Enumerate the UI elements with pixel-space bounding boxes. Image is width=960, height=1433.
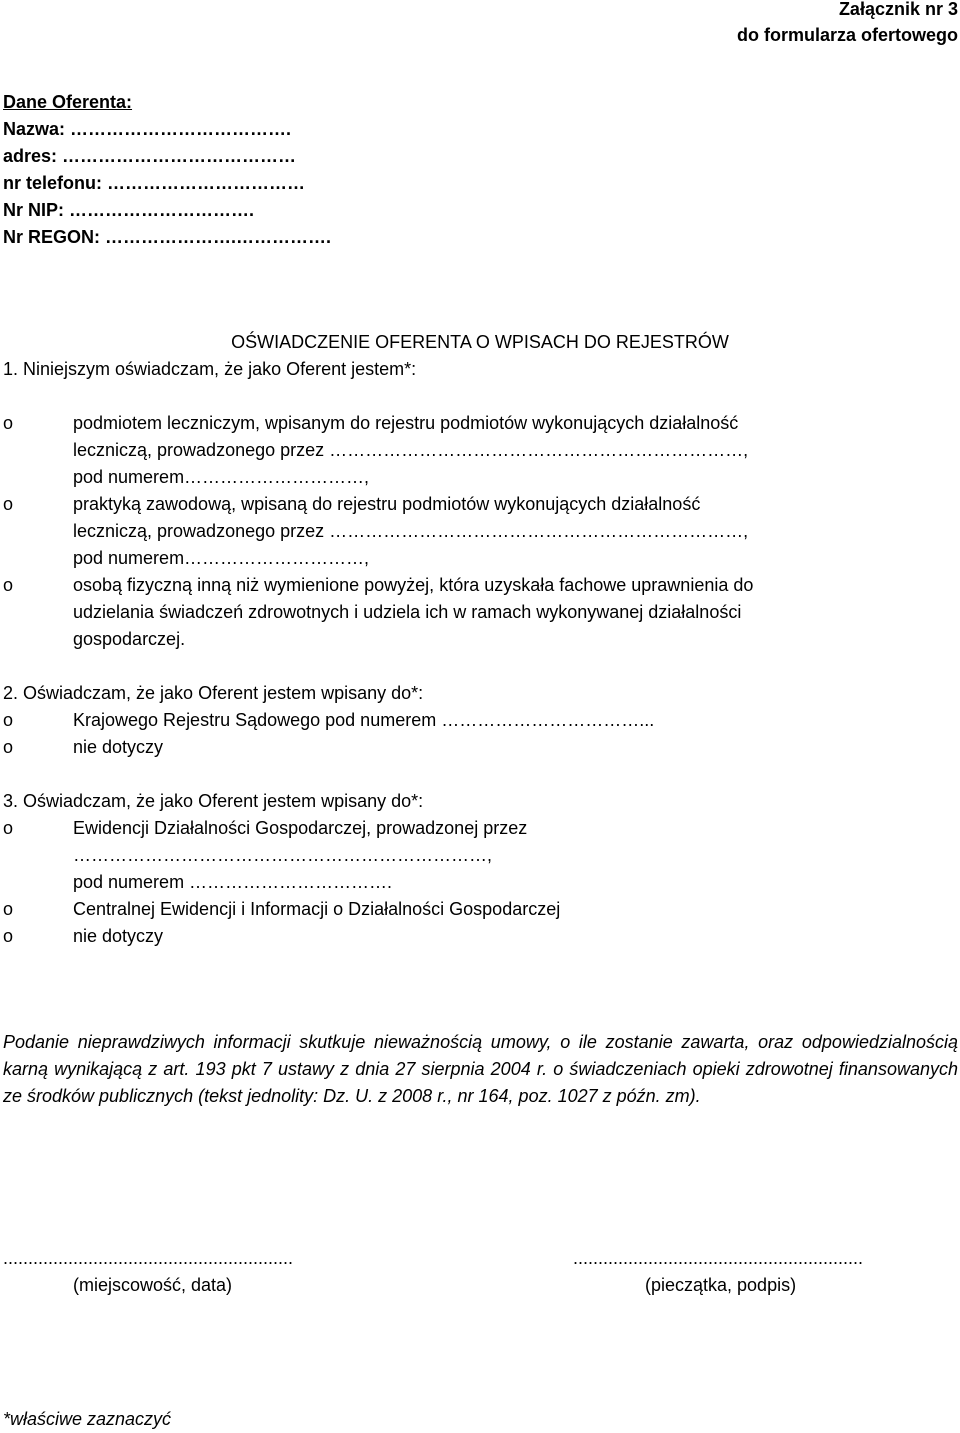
signature-right-dots: .......................................................... [573,1248,864,1268]
option-text-line: Krajowego Rejestru Sądowego pod numerem ……………………………... [73,710,655,730]
bullet-marker: o [3,494,14,514]
offerer-address-line: adres: ………………………………… [3,146,297,166]
section2-heading: 2. Oświadczam, że jako Oferent jestem wpisany do*: [3,683,424,703]
option-text-line: pod numerem…………………………, [73,467,370,487]
legal-notice: Podanie nieprawdziwych informacji skutkuje nieważnością umowy, o ile zostanie zawarta, oraz odpowiedzialnością karną wynikającą z art. 193 pkt 7 ustawy z dnia 27 sierpnia 2004 r. o świadczeniach opieki zdrowotnej finansowanych ze środków publicznych (tekst jednolity: Dz. U. z 2008 r., nr 164, poz. 1027 z późn. zm). [3,1032,958,1106]
footnote: *właściwe zaznaczyć [3,1409,172,1429]
document-title: OŚWIADCZENIE OFERENTA O WPISACH DO REJESTRÓW [231,332,729,352]
offerer-nip-line: Nr NIP: …………………………. [3,200,255,220]
attachment-subtitle: do formularza ofertowego [736,25,958,45]
option-text-line: pod numerem…………………………, [73,548,370,568]
option-text-line: leczniczą, prowadzonego przez ……………………………………………………………, [73,440,749,460]
section1-heading: 1. Niniejszym oświadczam, że jako Oferent jestem*: [3,359,417,379]
option-text-line: Ewidencji Działalności Gospodarczej, prowadzonej przez [73,818,528,838]
section3-heading: 3. Oświadczam, że jako Oferent jestem wpisany do*: [3,791,424,811]
bullet-marker: o [3,818,14,838]
attachment-number: Załącznik nr 3 [838,0,958,19]
signature-left-dots: .......................................................... [3,1248,294,1268]
bullet-marker: o [3,575,14,595]
option-text-line: pod numerem ……………………………. [73,872,393,892]
option-text-line: ……………………………………………………………, [73,845,493,865]
bullet-marker: o [3,926,14,946]
option-text-line: praktyką zawodową, wpisaną do rejestru podmiotów wykonujących działalność [73,494,701,514]
bullet-marker: o [3,413,14,433]
option-text-line: podmiotem leczniczym, wpisanym do rejestru podmiotów wykonujących działalność [73,413,739,433]
bullet-marker: o [3,899,14,919]
offerer-heading: Dane Oferenta: [3,92,133,112]
option-text-line: Centralnej Ewidencji i Informacji o Działalności Gospodarczej [73,899,561,919]
option-text-line: udzielania świadczeń zdrowotnych i udziela ich w ramach wykonywanej działalności [73,602,742,622]
bullet-marker: o [3,737,14,757]
option-text-line: gospodarczej. [73,629,186,649]
option-text-line: leczniczą, prowadzonego przez ……………………………………………………………, [73,521,749,541]
bullet-marker: o [3,710,14,730]
offerer-phone-line: nr telefonu: …………………………… [3,173,305,193]
signature-right-label: (pieczątka, podpis) [645,1275,797,1295]
offerer-regon-line: Nr REGON: ………………….……………. [3,227,332,247]
option-text-line: osobą fizyczną inną niż wymienione powyżej, która uzyskała fachowe uprawnienia do [73,575,754,595]
option-text-line: nie dotyczy [73,926,164,946]
offerer-name-line: Nazwa: ………………………………. [3,119,292,139]
signature-left-label: (miejscowość, data) [73,1275,233,1295]
option-text-line: nie dotyczy [73,737,164,757]
